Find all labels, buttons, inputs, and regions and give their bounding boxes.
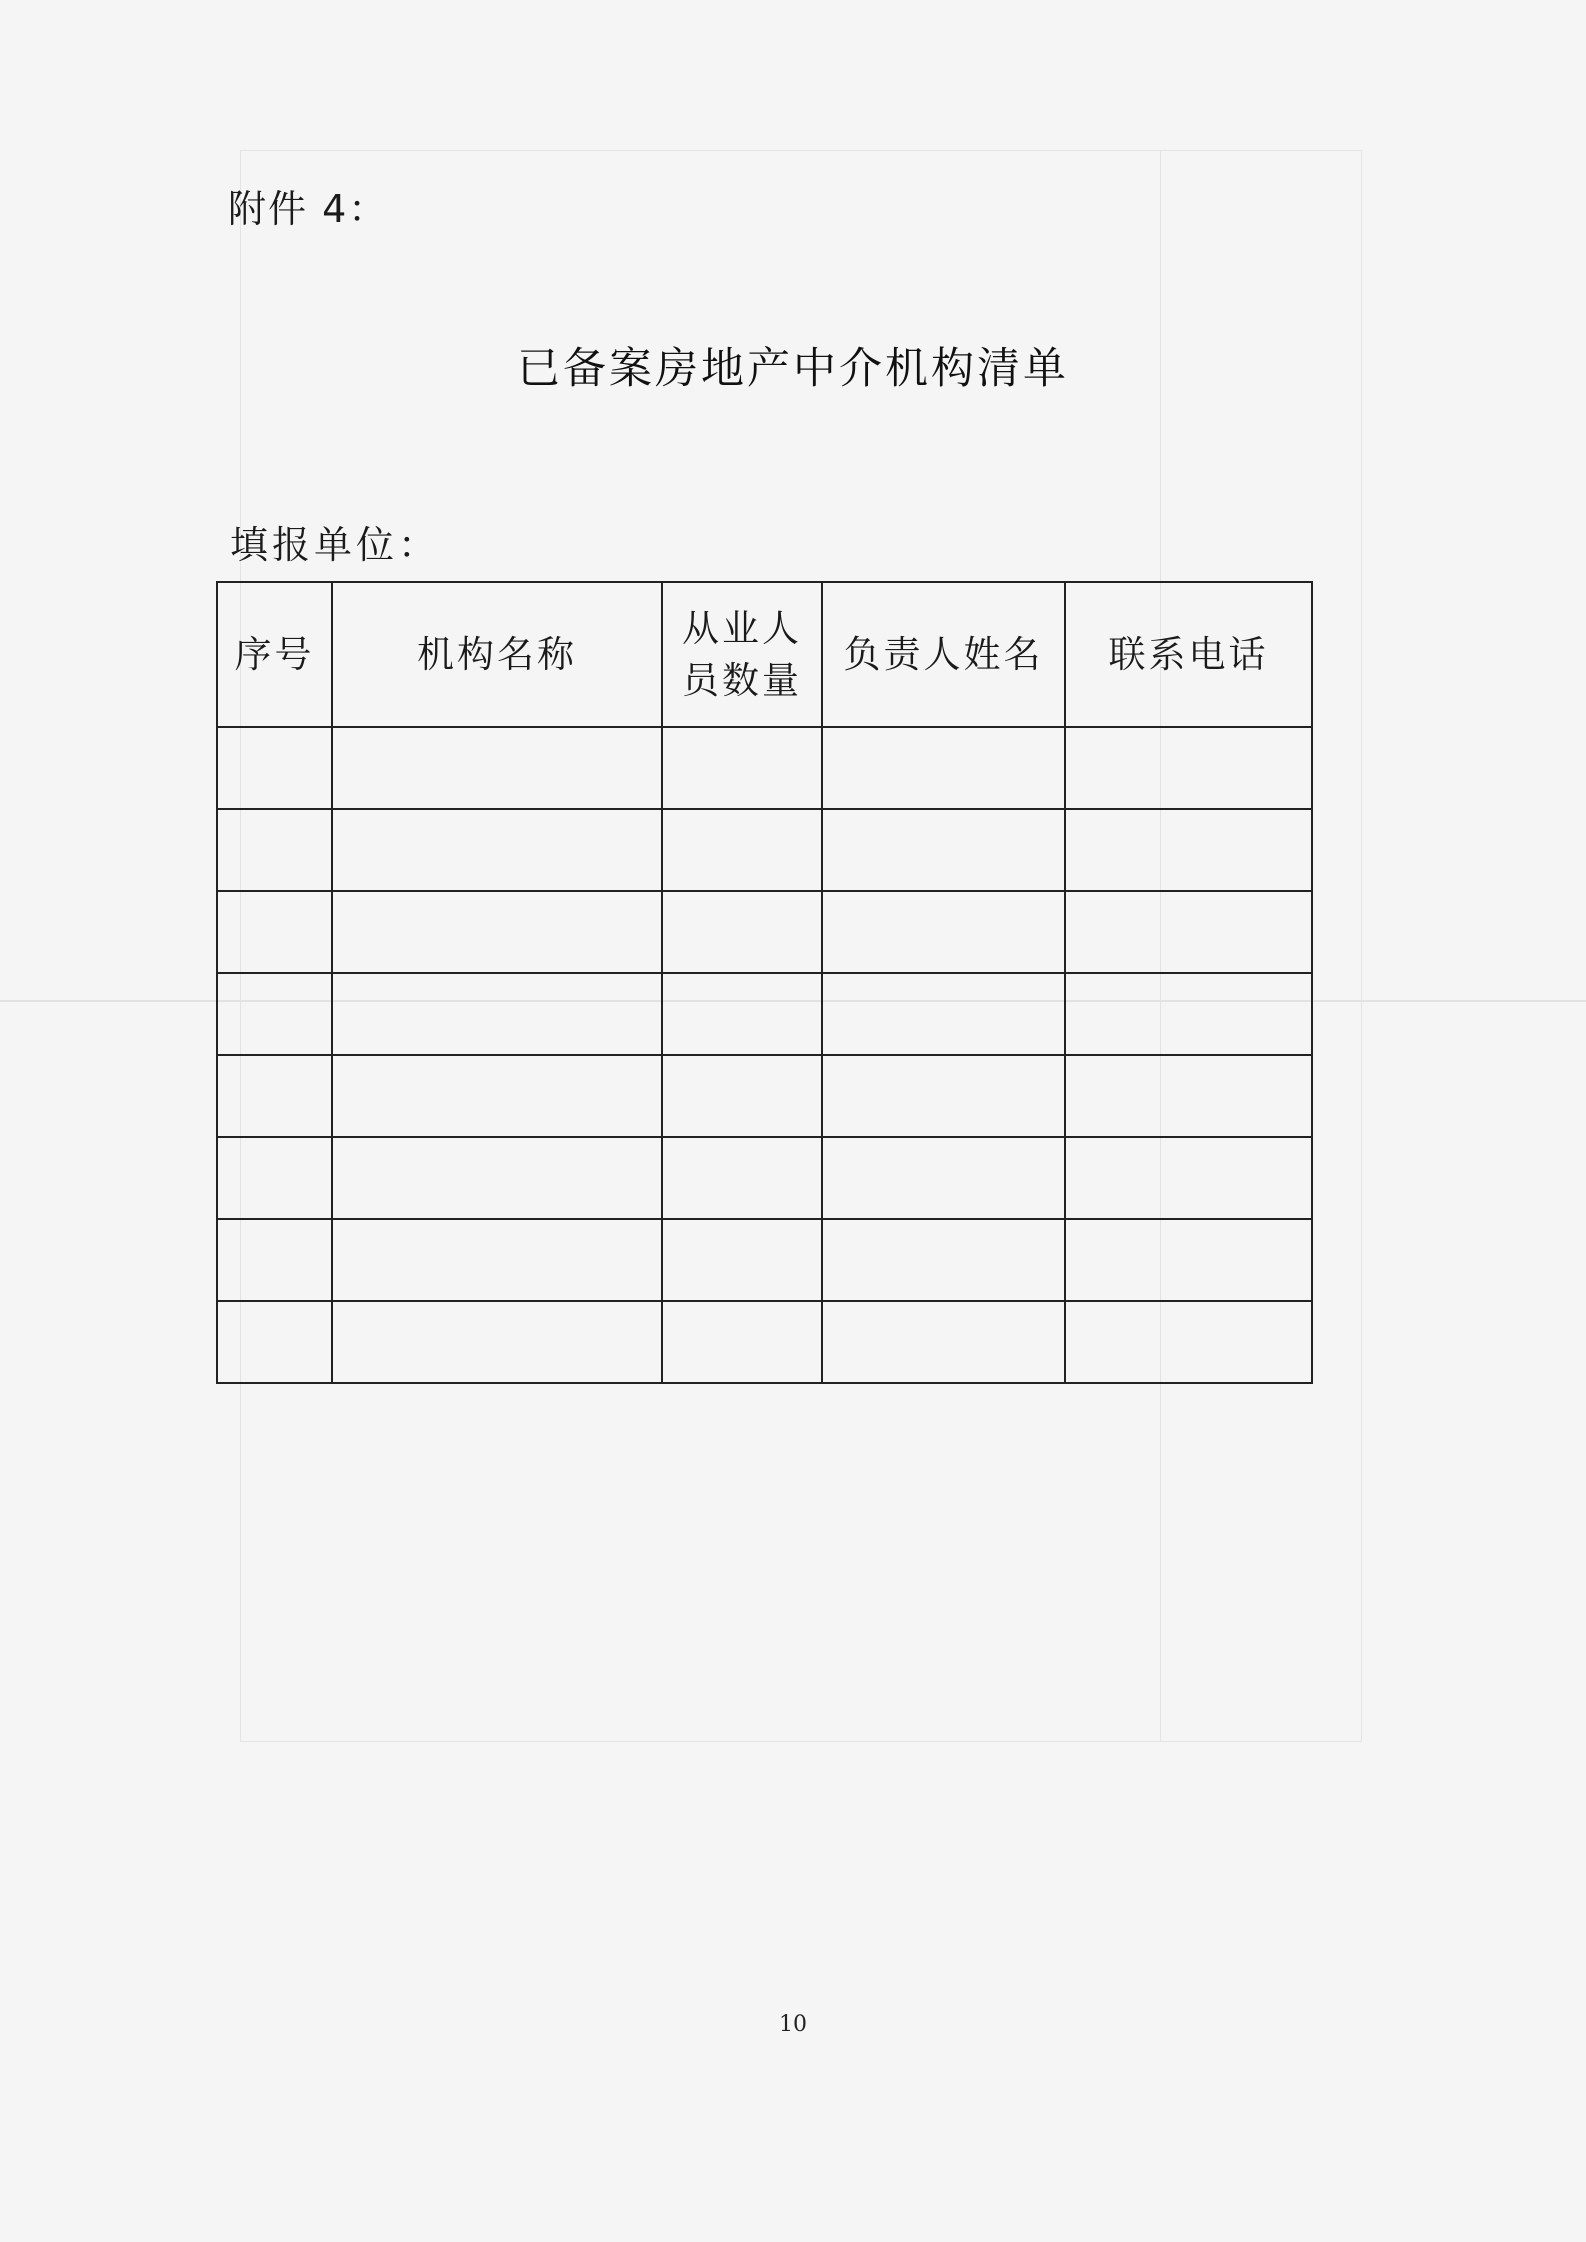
header-staff-count-line-1: 从业人 [682,606,802,650]
header-person-in-charge: 负责人姓名 [822,582,1065,727]
cell-contact-phone [1065,809,1312,891]
cell-staff-count [662,1219,822,1301]
cell-serial-number [217,1137,332,1219]
cell-person-in-charge [822,1301,1065,1383]
cell-agency-name [332,809,662,891]
cell-serial-number [217,809,332,891]
cell-staff-count [662,809,822,891]
table-row [217,973,1312,1055]
cell-serial-number [217,1301,332,1383]
cell-agency-name [332,1301,662,1383]
cell-contact-phone [1065,727,1312,809]
cell-staff-count [662,891,822,973]
cell-person-in-charge [822,727,1065,809]
cell-staff-count [662,727,822,809]
header-staff-count-line-2: 员数量 [682,658,802,702]
cell-contact-phone [1065,1137,1312,1219]
cell-staff-count [662,1137,822,1219]
table-row [217,1219,1312,1301]
cell-serial-number [217,1055,332,1137]
cell-contact-phone [1065,1219,1312,1301]
page-number: 10 [779,2012,807,2037]
cell-serial-number [217,973,332,1055]
cell-person-in-charge [822,1137,1065,1219]
table-row [217,891,1312,973]
table-row [217,809,1312,891]
table-row [217,1301,1312,1383]
header-contact-phone: 联系电话 [1065,582,1312,727]
cell-person-in-charge [822,1055,1065,1137]
cell-agency-name [332,1055,662,1137]
cell-person-in-charge [822,973,1065,1055]
reporting-unit-label: 填报单位： [230,523,441,567]
cell-contact-phone [1065,1301,1312,1383]
cell-agency-name [332,973,662,1055]
header-serial-number: 序号 [217,582,332,727]
cell-staff-count [662,973,822,1055]
cell-staff-count [662,1055,822,1137]
cell-agency-name [332,727,662,809]
cell-agency-name [332,891,662,973]
table-row [217,1137,1312,1219]
cell-contact-phone [1065,1055,1312,1137]
page-title: 已备案房地产中介机构清单 [517,344,1069,394]
cell-serial-number [217,727,332,809]
cell-staff-count [662,1301,822,1383]
cell-person-in-charge [822,1219,1065,1301]
cell-agency-name [332,1219,662,1301]
attachment-label: 附件 4： [228,187,389,231]
cell-agency-name [332,1137,662,1219]
cell-serial-number [217,891,332,973]
cell-serial-number [217,1219,332,1301]
cell-contact-phone [1065,973,1312,1055]
table-row [217,727,1312,809]
cell-contact-phone [1065,891,1312,973]
table-body [217,727,1312,1383]
table-row [217,1055,1312,1137]
cell-person-in-charge [822,809,1065,891]
table-header-row [217,582,1312,727]
cell-person-in-charge [822,891,1065,973]
agency-list-table [216,581,1313,1384]
header-agency-name: 机构名称 [332,582,662,727]
header-staff-count [662,582,822,727]
